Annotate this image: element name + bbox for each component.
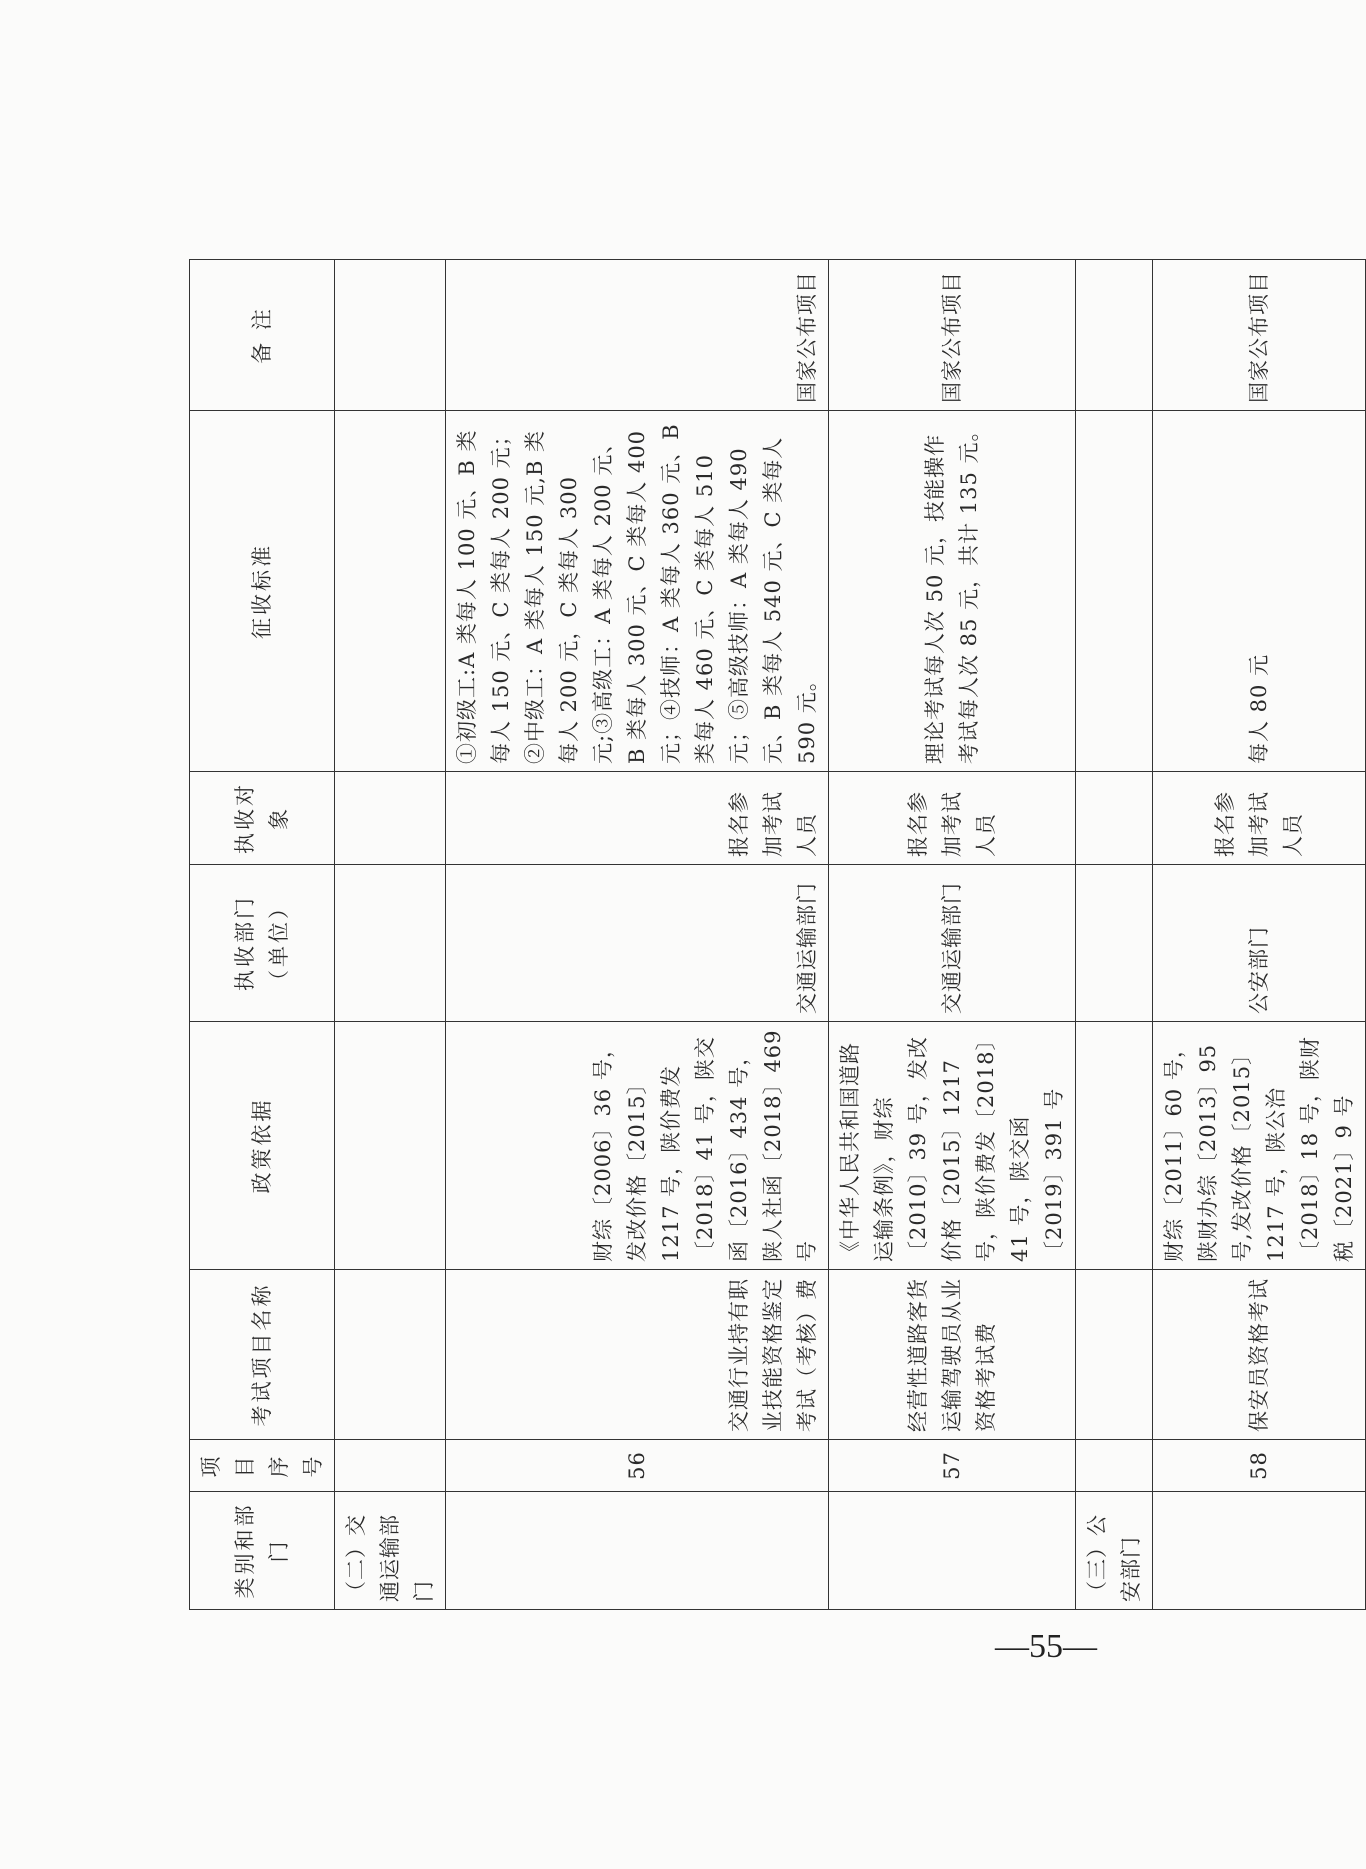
cell-target: 报名参加考试人员	[1153, 772, 1366, 865]
header-name: 考试项目名称	[190, 1270, 335, 1440]
table-row	[446, 260, 829, 1610]
header-target: 执收对象	[190, 772, 335, 865]
header-basis: 政策依据	[190, 1022, 335, 1270]
header-seq: 项目序号	[190, 1440, 335, 1492]
cell-seq: 58	[1153, 1440, 1366, 1492]
header-standard: 征收标准	[190, 411, 335, 772]
cell-dept: 交通运输部门	[829, 865, 1076, 1022]
cell-name: 经营性道路客货运输驾驶员从业资格考试费	[829, 1270, 1076, 1440]
cell-basis: 财综〔2011〕60 号，陕财办综〔2013〕95 号,发改价格〔2015〕1217 号，陕公治〔2018〕18 号，陕财税〔2021〕9 号	[1153, 1022, 1366, 1270]
cell-standard: ①初级工:A 类每人 100 元、B 类每人 150 元、C 类每人 200 元；②中级工：A 类每人 150 元,B 类每人 200 元，C 类每人 300 元;③高级工：A 类每人 200 元、B 类每人 300 元、C 类每人 400 元；④技师：A 类每人 360 元、B 类每人 460 元、C 类每人 510 元；⑤高级技师：A 类每人 490 元、B 类每人 540 元、C 类每人 590 元。	[446, 411, 829, 772]
cell-dept	[335, 865, 446, 1022]
header-category: 类别和部门	[190, 1492, 335, 1610]
cell-note: 国家公布项目	[1153, 260, 1366, 411]
cell-category	[446, 1492, 829, 1610]
cell-name	[1076, 1270, 1153, 1440]
cell-basis: 财综〔2006〕36 号，发改价格〔2015〕1217 号，陕价费发〔2018〕41 号，陕交函〔2016〕434 号，陕人社函〔2018〕469 号	[446, 1022, 829, 1270]
cell-note: 国家公布项目	[446, 260, 829, 411]
table-row	[1076, 260, 1153, 1610]
cell-target: 报名参加考试人员	[446, 772, 829, 865]
cell-note	[335, 260, 446, 411]
cell-dept: 交通运输部门	[446, 865, 829, 1022]
cell-standard	[1076, 411, 1153, 772]
table-row	[829, 260, 1076, 1610]
cell-standard: 每人 80 元	[1153, 411, 1366, 772]
header-note: 备 注	[190, 260, 335, 411]
cell-category: （二）交通运输部门	[335, 1492, 446, 1610]
cell-name	[335, 1270, 446, 1440]
fee-table	[189, 259, 1366, 1610]
page-number: —55—	[995, 1628, 1097, 1665]
header-dept: 执收部门（单位）	[190, 865, 335, 1022]
table-row	[1153, 260, 1366, 1610]
rotated-table-wrapper	[189, 260, 1356, 1610]
cell-target	[335, 772, 446, 865]
cell-target	[1076, 772, 1153, 865]
cell-name: 保安员资格考试	[1153, 1270, 1366, 1440]
table-row	[335, 260, 446, 1610]
cell-target: 报名参加考试人员	[829, 772, 1076, 865]
cell-seq	[335, 1440, 446, 1492]
cell-seq	[1076, 1440, 1153, 1492]
cell-category	[829, 1492, 1076, 1610]
cell-category	[1153, 1492, 1366, 1610]
cell-basis	[1076, 1022, 1153, 1270]
cell-standard	[335, 411, 446, 772]
table-header-row	[190, 260, 335, 1610]
cell-dept: 公安部门	[1153, 865, 1366, 1022]
cell-standard: 理论考试每人次 50 元，技能操作考试每人次 85 元，共计 135 元。	[829, 411, 1076, 772]
cell-note: 国家公布项目	[829, 260, 1076, 411]
cell-seq: 57	[829, 1440, 1076, 1492]
cell-category: （三）公安部门	[1076, 1492, 1153, 1610]
cell-note	[1076, 260, 1153, 411]
cell-dept	[1076, 865, 1153, 1022]
cell-basis	[335, 1022, 446, 1270]
cell-seq: 56	[446, 1440, 829, 1492]
cell-name: 交通行业持有职业技能资格鉴定考试（考核）费	[446, 1270, 829, 1440]
cell-basis: 《中华人民共和国道路运输条例》，财综〔2010〕39 号，发改价格〔2015〕1217 号，陕价费发〔2018〕41 号，陕交函〔2019〕391 号	[829, 1022, 1076, 1270]
